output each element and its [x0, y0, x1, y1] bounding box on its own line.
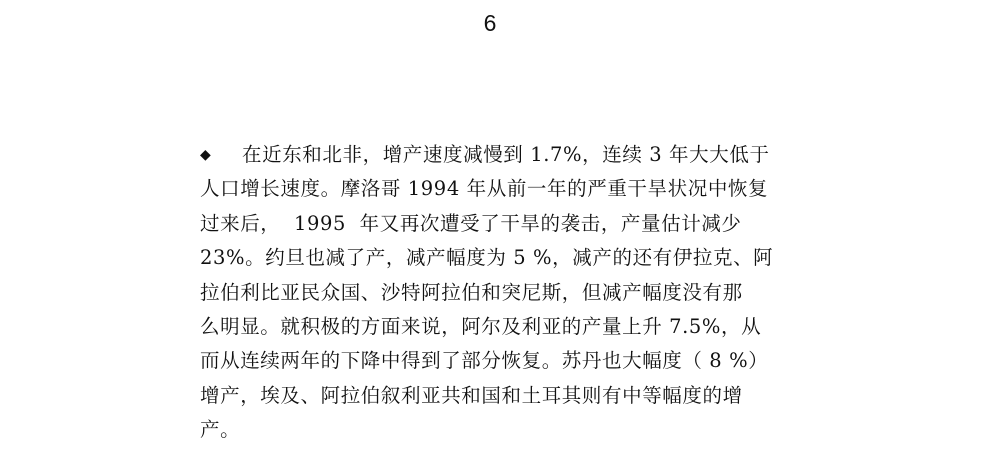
paragraph-line-7: 而从连续两年的下降中得到了部分恢复。苏丹也大幅度（ 8 %） [200, 349, 769, 373]
paragraph-line-6: 么明显。就积极的方面来说，阿尔及利亚的产量上升 7.5%，从 [200, 314, 762, 338]
paragraph-line-3: 过来后， 1995 年又再次遭受了干旱的袭击，产量估计减少 [200, 211, 742, 235]
paragraph-line-9: 产。 [200, 418, 241, 442]
paragraph-line-4: 23%。约旦也减了产，减产幅度为 5 %，减产的还有伊拉克、阿 [200, 246, 774, 270]
bullet-paragraph [200, 138, 820, 448]
line-text: 在近东和北非，增产速度减慢到 1.7%，连续 3 年大大低于 [242, 143, 770, 166]
page-number: 6 [483, 10, 497, 36]
paragraph-line-2: 人口增长速度。摩洛哥 1994 年从前一年的严重干旱状况中恢复 [200, 177, 769, 201]
paragraph-line-8: 增产，埃及、阿拉伯叙利亚共和国和土耳其则有中等幅度的增 [200, 383, 743, 407]
bullet-icon: ◆ [200, 147, 212, 163]
paragraph-line-5: 拉伯利比亚民众国、沙特阿拉伯和突尼斯，但减产幅度没有那 [200, 280, 743, 304]
paragraph-line-1 [200, 138, 820, 172]
